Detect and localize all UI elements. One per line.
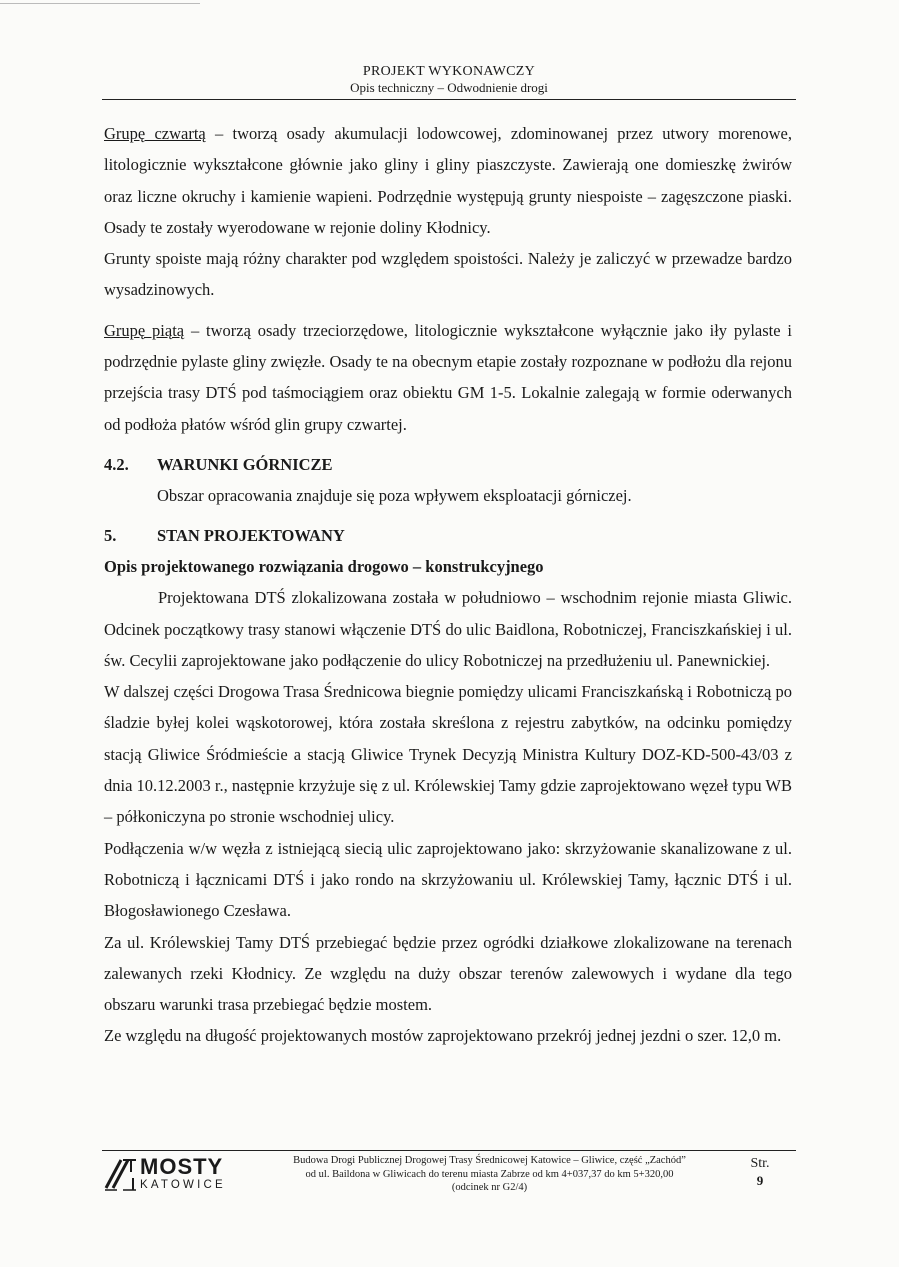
section-title: STAN PROJEKTOWANY: [157, 526, 345, 546]
section-number: 4.2.: [104, 454, 129, 474]
mosty-logo: [103, 1156, 253, 1198]
document-body: [104, 118, 792, 1052]
scan-edge-line: [0, 3, 200, 4]
header-subtitle: Opis techniczny – Odwodnienie drogi: [350, 80, 548, 95]
section-4-2-heading: [104, 449, 792, 480]
logo-name: MOSTY: [140, 1154, 224, 1179]
footer-project-info: [262, 1154, 717, 1195]
section-5-paragraph: Projektowana DTŚ zlokalizowana została w południowo – wschodnim rejonie miasta Gliwic. Odcinek początkowy trasy stanowi włączenie DTŚ do ulic Baidlona, Robotniczej, Franciszkańskiej i ul. św. Cecylii zaprojektowane jako podłączenie do ulicy Robotniczej na przedłużeniu ul. Panewnickiej.: [104, 588, 792, 670]
footer-rule: [102, 1150, 796, 1151]
group4-text: – tworzą osady akumulacji lodowcowej, zdominowanej przez utwory morenowe, litologicznie wykształcone głównie jako gliny i gliny piaszczyste. Zawierają one domieszkę żwirów oraz liczne okruchy i kamienie wapieni. Podrzędnie występują grunty niespoiste – zagęszczone piaski. Osady te zostały wyerodowane w rejonie doliny Kłodnicy.: [104, 124, 792, 237]
section-number: 5.: [104, 526, 117, 546]
section-5-paragraph: Za ul. Królewskiej Tamy DTŚ przebiegać będzie przez ogródki działkowe zlokalizowane na terenach zalewanych rzeki Kłodnicy. Ze względu na duży obszar terenów zalewowych i wydane dla tego obszaru warunki trasa przebiegać będzie mostem.: [104, 932, 792, 1015]
section-title: WARUNKI GÓRNICZE: [157, 454, 333, 474]
mosty-logo-icon: [103, 1156, 137, 1192]
group5-label: Grupę piątą: [104, 320, 185, 340]
section-4-2-text: Obszar opracowania znajduje się poza wpływem eksploatacji górniczej.: [157, 485, 632, 505]
group5-text: – tworzą osady trzeciorzędowe, litologicznie wykształcone wyłącznie jako iły pylaste i podrzędnie pylaste gliny zwięzłe. Osady te na obecnym etapie zostały rozpoznane w podłożu dla rejonu przejścia trasy DTŚ pod taśmociągiem oraz obiektu GM 1-5. Lokalnie zalegają w formie oderwanych od podłoża płatów wśród glin grupy czwartej.: [104, 320, 792, 434]
group4-label: Grupę czwartą: [104, 124, 206, 143]
page-number: 9: [756, 1173, 764, 1188]
header-title: PROJEKT WYKONAWCZY: [362, 64, 536, 79]
footer-line-2: od ul. Baildona w Gliwicach do terenu miasta Zabrze od km 4+037,37 do km 5+320,00: [305, 1168, 674, 1180]
page-header: [102, 64, 796, 96]
logo-city: KATOWICE: [140, 1179, 226, 1191]
footer-line-3: (odcinek nr G2/4): [451, 1182, 528, 1193]
footer-line-1: Budowa Drogi Publicznej Drogowej Trasy Średnicowej Katowice – Gliwice, część „Zachód”: [293, 1155, 686, 1166]
section-5-paragraph: Podłączenia w/w węzła z istniejącą siecią ulic zaprojektowano jako: skrzyżowanie skanalizowane z ul. Robotniczą i łącznicami DTŚ i jako rondo na skrzyżowaniu ul. Królewskiej Tamy, łącznic DTŚ i ul. Błogosławionego Czesława.: [104, 838, 792, 921]
section-5-paragraph: W dalszej części Drogowa Trasa Średnicowa biegnie pomiędzy ulicami Franciszkańską i Robotniczą po śladzie byłej kolei wąskotorowej, która została skreślona z rejestru zabytków, na odcinku pomiędzy stacją Gliwice Śródmieście a stacją Gliwice Trynek Decyzją Ministra Kultury DOZ-KD-500-43/03 z dnia 10.12.2003 r., następnie krzyżuje się z ul. Królewskiej Tamy gdzie zaprojektowano węzeł typu WB – półkoniczyna po stronie wschodniej ulicy.: [104, 682, 792, 827]
group4-paragraph: [104, 118, 792, 243]
page-label: Str.: [750, 1156, 770, 1171]
section-5-heading: [104, 520, 792, 551]
header-rule: [102, 99, 796, 100]
section-5-subtitle: Opis projektowanego rozwiązania drogowo – konstrukcyjnego: [104, 557, 544, 577]
section-5-paragraph: Ze względu na długość projektowanych mostów zaprojektowano przekrój jednej jezdni o szer. 12,0 m.: [104, 1026, 782, 1046]
group5-paragraph: [104, 315, 792, 440]
group4-paragraph-2: Grunty spoiste mają różny charakter pod względem spoistości. Należy je zaliczyć w przewadze bardzo wysadzinowych.: [104, 249, 792, 300]
